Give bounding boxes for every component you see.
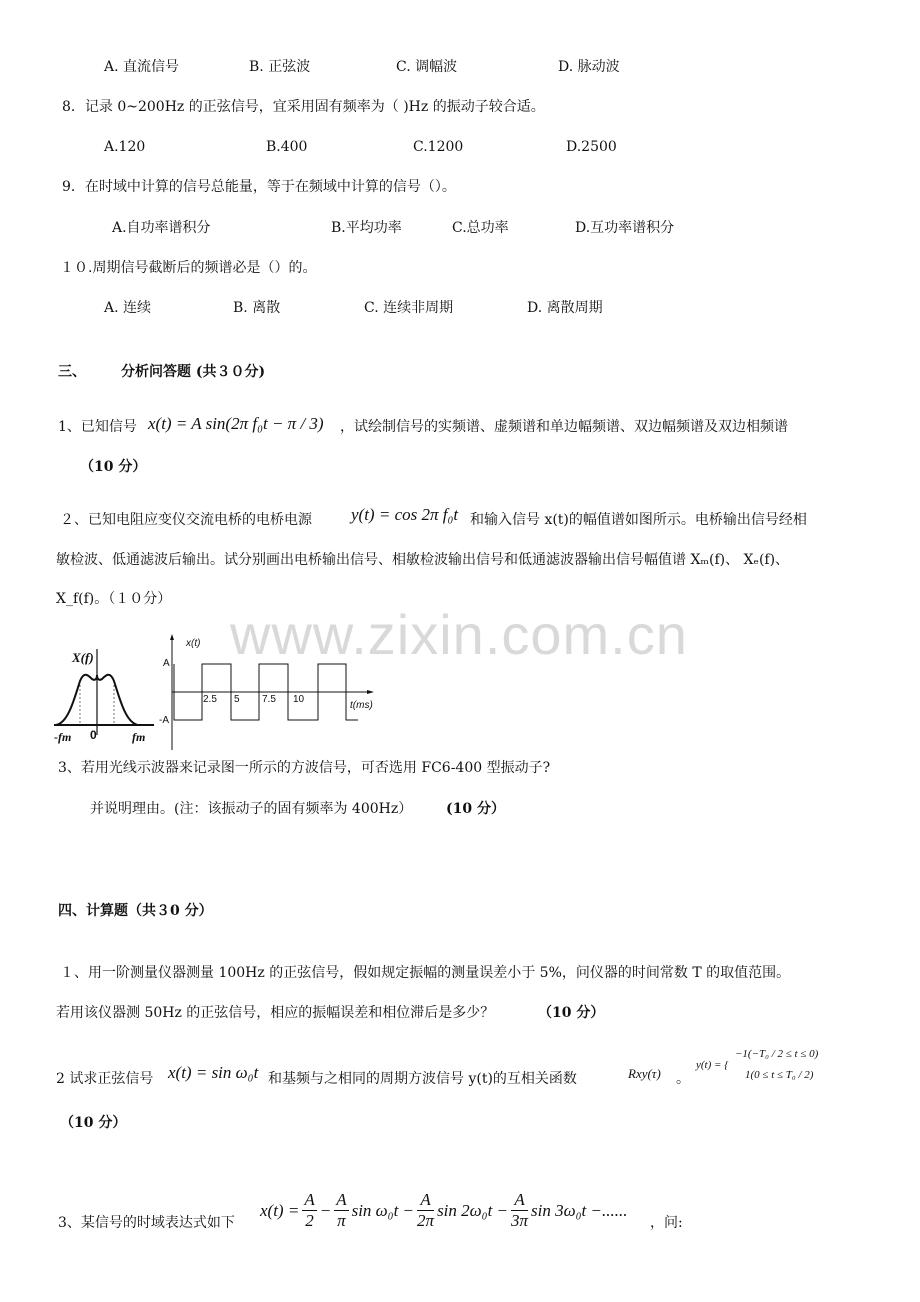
s4-q3-term: sin ω₀t − (351, 1200, 415, 1220)
s4-q2-piece-top: −1(−T₀ / 2 ≤ t ≤ 0) (735, 1048, 819, 1060)
s4-q3-term: sin 3ω₀t −...... (531, 1200, 628, 1220)
s3-q3-line2: 并说明理由。(注：该振动子的固有频率为 400Hz） (90, 801, 413, 817)
q10-stem: １０.周期信号截断后的频谱必是（）的。 (60, 260, 317, 276)
s4-q2-rxy: Rxy(τ) (628, 1066, 661, 1081)
square-tick: 10 (293, 694, 305, 705)
s3-q2-suffix: 和输入信号 x(t)的幅值谱如图所示。电桥输出信号经相 (470, 512, 807, 528)
q9-option-a: A.自功率谱积分 (112, 220, 211, 236)
square-tick: 7.5 (262, 694, 276, 705)
s4-q3-frac: $\frac{A}{3\pi}$ (511, 1190, 529, 1230)
s3-q3-line1: 3、若用光线示波器来记录图一所示的方波信号，可否选用 FC6-400 型振动子? (58, 760, 551, 776)
square-level-high: A (163, 658, 170, 669)
square-tick: 2.5 (203, 694, 217, 705)
q10-option-c: C. 连续非周期 (364, 300, 454, 316)
section3-heading: 分析问答题 (共３０分) (121, 364, 266, 380)
s4-q2-end: 。 (676, 1071, 690, 1087)
q10-option-b: B. 离散 (233, 300, 281, 316)
s4-q1-line2: 若用该仪器测 50Hz 的正弦信号，相应的振幅误差和相位滞后是多少？ (56, 1005, 495, 1021)
s4-q3-lhs: x(t) = (260, 1200, 300, 1220)
square-tick: 5 (234, 694, 240, 705)
s3-q2-line3: X_f(f)。（１０分） (56, 591, 172, 607)
q10-option-d: D. 离散周期 (527, 300, 603, 316)
s4-q3-frac: $\frac{A}{\pi}$ (336, 1190, 347, 1230)
q8-option-a: A.120 (104, 139, 146, 155)
watermark: www.zixin.com.cn (230, 603, 688, 666)
s4-q3-suffix: ，问: (650, 1215, 683, 1231)
s3-q2-formula: y(t) = cos 2π f₀t (351, 505, 459, 524)
q8-option-b: B.400 (266, 139, 308, 155)
q8-option-c: C.1200 (413, 139, 464, 155)
q8-option-d: D.2500 (566, 139, 617, 155)
s3-q1-suffix: ，试绘制信号的实频谱、虚频谱和单边幅频谱、双边幅频谱及双边相频谱 (340, 419, 788, 435)
s4-q2-mid: 和基频与之相同的周期方波信号 y(t)的互相关函数 (268, 1071, 577, 1087)
s4-q2-piece-bot: 1(0 ≤ t ≤ T₀ / 2) (745, 1069, 814, 1081)
s4-q3-formula (260, 1190, 628, 1231)
square-ylabel: x(t) (186, 638, 201, 649)
s3-q1-score: （10 分） (80, 459, 147, 475)
s4-q1-score: （10 分） (538, 1005, 605, 1021)
s4-q1-line1: １、用一阶测量仪器测量 100Hz 的正弦信号，假如规定振幅的测量误差小于 5%，问仪器的时间常数 T 的取值范围。 (60, 965, 791, 981)
spectrum-ylabel: X(f) (72, 650, 94, 665)
s4-q3-op: − (319, 1200, 332, 1220)
q7-option-b: B. 正弦波 (249, 59, 311, 75)
s4-q3-prefix: 3、某信号的时域表达式如下 (58, 1215, 235, 1231)
s3-q1-prefix: 1、已知信号 (58, 419, 137, 435)
spectrum-tick-left: -fm (54, 730, 72, 744)
s4-q2-piece-lhs: y(t) = { (696, 1059, 729, 1071)
q8-stem: 8．记录 0~200Hz 的正弦信号，宜采用固有频率为（ )Hz 的振动子较合适。 (62, 99, 545, 115)
square-level-low: -A (159, 715, 169, 726)
s3-q3-score: (10 分） (446, 801, 505, 817)
q9-option-c: C.总功率 (452, 220, 509, 236)
section3-heading-num: 三、 (58, 364, 86, 380)
square-xlabel: t(ms) (350, 700, 373, 711)
q7-option-a: A. 直流信号 (104, 59, 180, 75)
q9-stem: 9．在时域中计算的信号总能量，等于在频域中计算的信号（）。 (62, 179, 456, 195)
s3-q2-prefix: ２、已知电阻应变仪交流电桥的电桥电源 (60, 512, 312, 528)
s4-q2-formula: x(t) = sin ω₀t (168, 1063, 259, 1082)
q7-option-d: D. 脉动波 (558, 59, 620, 75)
s4-q3-frac: $\frac{A}{2}$ (304, 1190, 315, 1230)
q9-option-d: D.互功率谱积分 (575, 220, 675, 236)
spectrum-tick-zero: 0 (90, 728, 97, 742)
spectrum-tick-right: fm (132, 730, 146, 744)
q7-option-c: C. 调幅波 (396, 59, 458, 75)
s4-q2-score: （10 分） (60, 1115, 127, 1131)
q9-option-b: B.平均功率 (331, 220, 402, 236)
s4-q3-frac: $\frac{A}{2\pi}$ (417, 1190, 435, 1230)
s4-q2-prefix: 2 试求正弦信号 (56, 1071, 154, 1087)
s4-q3-term: sin 2ω₀t − (437, 1200, 509, 1220)
q10-option-a: A. 连续 (104, 300, 152, 316)
s3-q1-formula: x(t) = A sin(2π f₀t − π / 3) (148, 414, 324, 433)
section4-heading: 四、计算题（共３0 分） (58, 903, 213, 919)
s3-q2-line2: 敏检波、低通滤波后输出。试分别画出电桥输出信号、相敏检波输出信号和低通滤波器输出信号幅值谱 Xₘ(f)、 Xₑ(f)、 (56, 552, 790, 568)
